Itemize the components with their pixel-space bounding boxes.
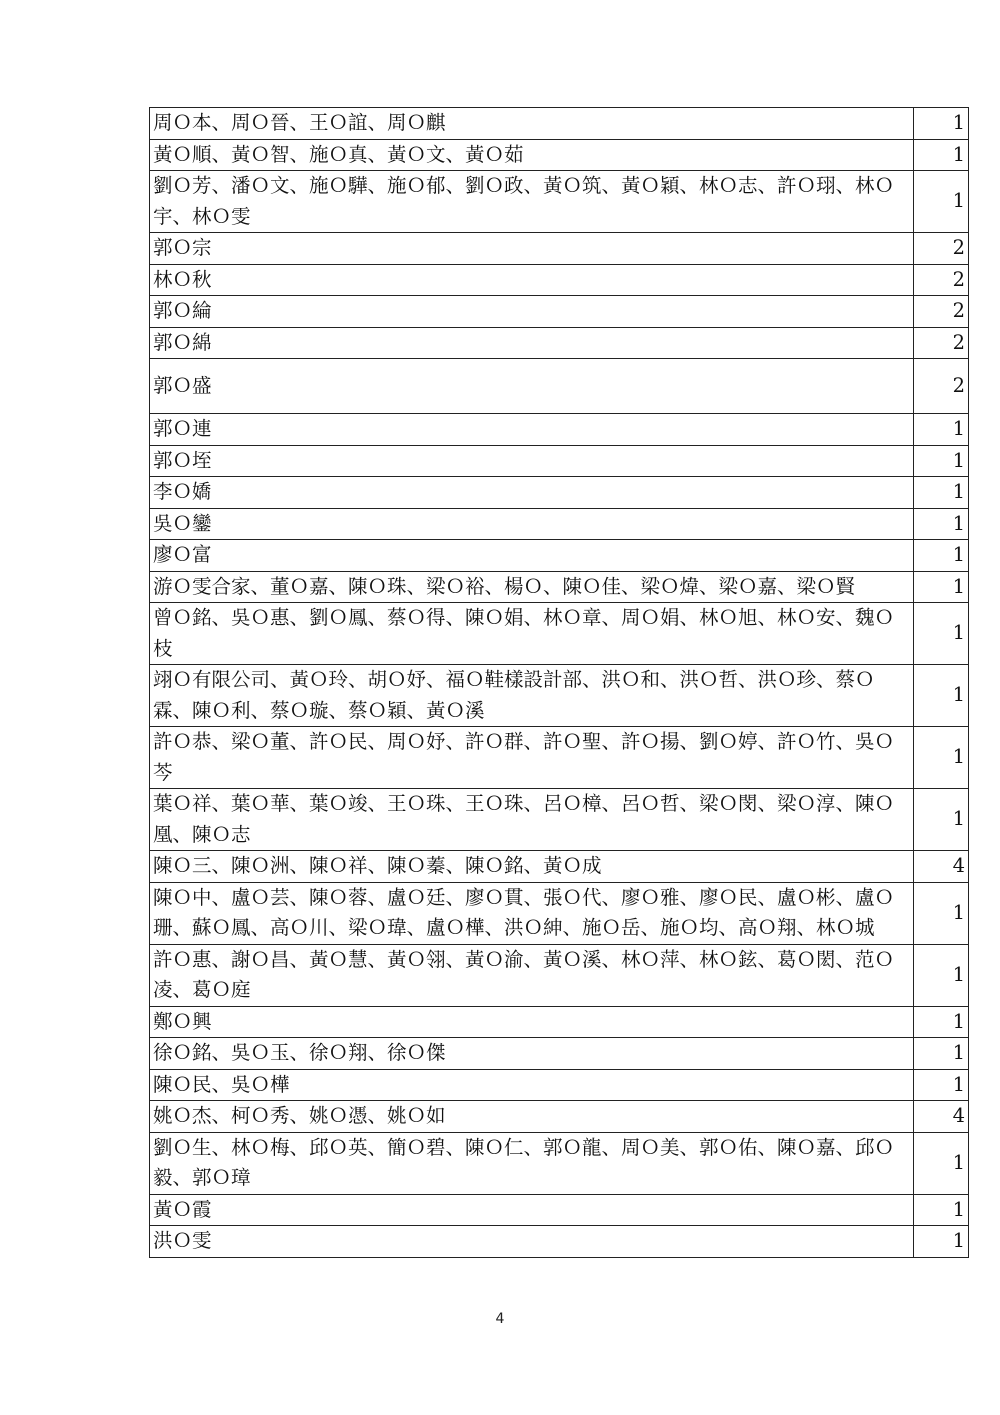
count-cell: 2 — [914, 233, 969, 265]
table-row — [150, 171, 969, 233]
table-row — [150, 1226, 969, 1258]
names-cell: 姚Ｏ杰、柯Ｏ秀、姚Ｏ憑、姚Ｏ如 — [150, 1101, 914, 1133]
count-cell: 1 — [914, 1194, 969, 1226]
count-cell: 2 — [914, 264, 969, 296]
table-row — [150, 233, 969, 265]
count-cell: 2 — [914, 359, 969, 414]
count-cell: 1 — [914, 603, 969, 665]
count-cell: 1 — [914, 1038, 969, 1070]
names-cell: 劉Ｏ芳、潘Ｏ文、施Ｏ驊、施Ｏ郁、劉Ｏ政、黃Ｏ筑、黃Ｏ穎、林Ｏ志、許Ｏ珝、林Ｏ宇、林Ｏ雯 — [150, 171, 914, 233]
names-cell: 廖Ｏ富 — [150, 540, 914, 572]
names-cell: 黃Ｏ順、黃Ｏ智、施Ｏ真、黃Ｏ文、黃Ｏ茹 — [150, 139, 914, 171]
count-cell: 1 — [914, 727, 969, 789]
table-row — [150, 603, 969, 665]
names-cell: 郭Ｏ垤 — [150, 445, 914, 477]
count-cell: 1 — [914, 789, 969, 851]
names-cell: 李Ｏ嬌 — [150, 477, 914, 509]
table-row — [150, 1101, 969, 1133]
table-row — [150, 1132, 969, 1194]
names-cell: 洪Ｏ雯 — [150, 1226, 914, 1258]
table-row — [150, 477, 969, 509]
count-cell: 1 — [914, 508, 969, 540]
page-number: 4 — [495, 1311, 505, 1327]
table-row — [150, 882, 969, 944]
names-cell: 翊Ｏ有限公司、黃Ｏ玲、胡Ｏ妤、福Ｏ鞋樣設計部、洪Ｏ和、洪Ｏ哲、洪Ｏ珍、蔡Ｏ霖、陳Ｏ利、蔡Ｏ璇、蔡Ｏ穎、黃Ｏ溪 — [150, 665, 914, 727]
count-cell: 1 — [914, 1006, 969, 1038]
table-row — [150, 414, 969, 446]
names-cell: 曾Ｏ銘、吳Ｏ惠、劉Ｏ鳳、蔡Ｏ得、陳Ｏ娟、林Ｏ章、周Ｏ娟、林Ｏ旭、林Ｏ安、魏Ｏ枝 — [150, 603, 914, 665]
table-row — [150, 789, 969, 851]
table-row — [150, 445, 969, 477]
names-cell: 鄭Ｏ興 — [150, 1006, 914, 1038]
table-row — [150, 851, 969, 883]
table-row — [150, 139, 969, 171]
count-cell: 1 — [914, 414, 969, 446]
count-cell: 1 — [914, 139, 969, 171]
table-row — [150, 296, 969, 328]
table-row — [150, 1006, 969, 1038]
names-cell: 陳Ｏ中、盧Ｏ芸、陳Ｏ蓉、盧Ｏ廷、廖Ｏ貫、張Ｏ代、廖Ｏ雅、廖Ｏ民、盧Ｏ彬、盧Ｏ珊、蘇Ｏ鳳、高Ｏ川、梁Ｏ瑋、盧Ｏ樺、洪Ｏ紳、施Ｏ岳、施Ｏ均、高Ｏ翔、林Ｏ城 — [150, 882, 914, 944]
table-row — [150, 540, 969, 572]
table-row — [150, 571, 969, 603]
table-row — [150, 727, 969, 789]
names-cell: 游Ｏ雯合家、董Ｏ嘉、陳Ｏ珠、梁Ｏ裕、楊Ｏ、陳Ｏ佳、梁Ｏ煒、梁Ｏ嘉、梁Ｏ賢 — [150, 571, 914, 603]
count-cell: 1 — [914, 1132, 969, 1194]
names-cell: 郭Ｏ宗 — [150, 233, 914, 265]
count-cell: 4 — [914, 851, 969, 883]
count-cell: 1 — [914, 571, 969, 603]
names-cell: 郭Ｏ盛 — [150, 359, 914, 414]
count-cell: 1 — [914, 171, 969, 233]
records-table-body — [150, 108, 969, 1258]
table-row — [150, 1194, 969, 1226]
table-row — [150, 264, 969, 296]
names-cell: 徐Ｏ銘、吳Ｏ玉、徐Ｏ翔、徐Ｏ傑 — [150, 1038, 914, 1070]
names-cell: 陳Ｏ民、吳Ｏ樺 — [150, 1069, 914, 1101]
names-cell: 吳Ｏ鑾 — [150, 508, 914, 540]
table-row — [150, 944, 969, 1006]
names-cell: 許Ｏ恭、梁Ｏ董、許Ｏ民、周Ｏ妤、許Ｏ群、許Ｏ聖、許Ｏ揚、劉Ｏ婷、許Ｏ竹、吳Ｏ芩 — [150, 727, 914, 789]
count-cell: 1 — [914, 1226, 969, 1258]
table-row — [150, 1038, 969, 1070]
count-cell: 1 — [914, 540, 969, 572]
names-cell: 許Ｏ惠、謝Ｏ昌、黃Ｏ慧、黃Ｏ翎、黃Ｏ渝、黃Ｏ溪、林Ｏ萍、林Ｏ鉉、葛Ｏ閎、范Ｏ凌、葛Ｏ庭 — [150, 944, 914, 1006]
table-row — [150, 508, 969, 540]
names-cell: 郭Ｏ綿 — [150, 327, 914, 359]
names-cell: 葉Ｏ祥、葉Ｏ華、葉Ｏ竣、王Ｏ珠、王Ｏ珠、呂Ｏ樟、呂Ｏ哲、梁Ｏ閔、梁Ｏ淳、陳Ｏ凰、陳Ｏ志 — [150, 789, 914, 851]
names-cell: 劉Ｏ生、林Ｏ梅、邱Ｏ英、簡Ｏ碧、陳Ｏ仁、郭Ｏ龍、周Ｏ美、郭Ｏ佑、陳Ｏ嘉、邱Ｏ毅、郭Ｏ璋 — [150, 1132, 914, 1194]
count-cell: 1 — [914, 477, 969, 509]
table-row — [150, 359, 969, 414]
table-row — [150, 108, 969, 140]
count-cell: 4 — [914, 1101, 969, 1133]
table-row — [150, 665, 969, 727]
count-cell: 1 — [914, 1069, 969, 1101]
names-cell: 郭Ｏ綸 — [150, 296, 914, 328]
count-cell: 1 — [914, 445, 969, 477]
count-cell: 1 — [914, 882, 969, 944]
names-cell: 陳Ｏ三、陳Ｏ洲、陳Ｏ祥、陳Ｏ蓁、陳Ｏ銘、黃Ｏ成 — [150, 851, 914, 883]
count-cell: 2 — [914, 296, 969, 328]
names-cell: 林Ｏ秋 — [150, 264, 914, 296]
table-row — [150, 327, 969, 359]
count-cell: 1 — [914, 108, 969, 140]
table-row — [150, 1069, 969, 1101]
names-cell: 郭Ｏ連 — [150, 414, 914, 446]
names-cell: 周Ｏ本、周Ｏ晉、王Ｏ誼、周Ｏ麒 — [150, 108, 914, 140]
count-cell: 1 — [914, 944, 969, 1006]
count-cell: 1 — [914, 665, 969, 727]
count-cell: 2 — [914, 327, 969, 359]
names-cell: 黃Ｏ霞 — [150, 1194, 914, 1226]
records-table — [149, 107, 969, 1258]
